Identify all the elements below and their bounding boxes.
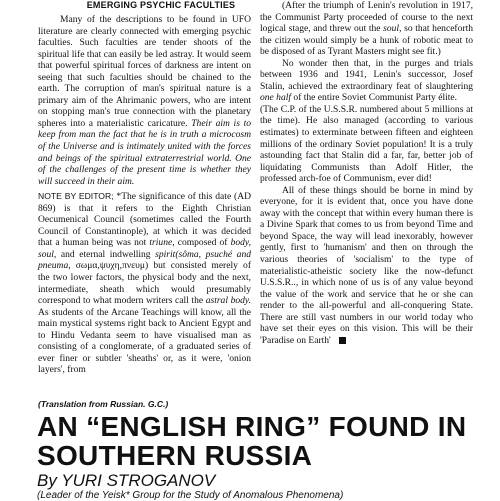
italic-text: one half [260,92,292,104]
paragraph-text: Many of the descriptions to be found in UFO literature are clearly connected with emerging psychic faculties. Such faculties are tender shoots of the spiritual life that can easily be led astray. It would seem that powerful spiritual forces of darkness are intent on seeing that such faculties should be chained to the earth. The corruption of man's spiritual nature is a primary aim of the Ahrimanic powers, who are intent on stopping man's true connection with the planetary spheres into a materialistic caricature. [38,14,251,129]
author-affiliation: (Leader of the Yeisk* Group for the Study of Anomalous Phenomena) [37,490,344,501]
body-paragraph [260,0,473,58]
article-title [37,412,477,470]
body-paragraph [260,58,473,104]
translation-note: (Translation from Russian. G.C.) [38,399,169,409]
left-column [38,14,251,376]
title-line: SOUTHERN RUSSIA [37,440,313,471]
note-italic: body, soul, [38,237,251,260]
paragraph-text: of the entire Soviet Communist Party élite. [293,92,458,104]
editor-note [38,191,251,376]
greek-text: σωμα,ψυχη,πνευμ [75,260,146,272]
note-text: and eternal indwelling [60,248,151,260]
note-text: ) but consisted merely of the two lower factors, the physical body and the next, intermediate, sheath which would presumably correspond to what modern writers call the [38,260,251,307]
italic-text: soul, [383,23,402,35]
note-label: NOTE BY EDITOR; [38,191,114,202]
note-text: As students of the Arcane Teachings will know, all the main mystical systems right back to Ancient Egypt and to Hindu Vedanta seem to have visualised man as consisting of a conglomerate, of a graduated series of ever finer or subtler 'sheaths' or, as it were, 'onion layers', from [38,306,251,376]
italic-text: Their aim is to keep from man the fact that he is in truth a microcosm of the Universe and is intimately united with the forces and beings of the spiritual extraterrestrial world. One of the challenges of the present time is whether they will succeed in their aim. [38,117,252,187]
paragraph-text: No wonder then that, in the purges and trials between 1936 and 1941, Lenin's successor, Josef Stalin, achieved the extraordinary feat of slaughtering [260,57,473,92]
end-of-article-square [339,337,346,344]
paragraph-text: so that henceforth the citizen would simply be a hunk of robotic meat to be disposed of as Tyrant Masters might see fit.) [260,23,473,58]
paragraph-text: (After the triumph of Lenin's revolution in 1917, the Communist Party proceeded of course to the next logical stage, and threw out the [260,0,473,35]
note-italic: astral body. [205,295,251,307]
body-paragraph [38,14,251,187]
section-heading: EMERGING PSYCHIC FACULTIES [86,0,236,10]
note-italic: triune [149,237,173,249]
body-paragraph [260,185,473,347]
note-text: , composed of [172,237,228,249]
author-byline: By YURI STROGANOV [37,471,216,490]
paragraph-text: All of these things should be borne in mind by everyone, for it is evident that, once you have done away with the concept that within every human there is a Divine Spark that comes to us from beyond Time and beyond Space, the way will lead inexorably, however gently, first to 'humanism' and then on through the various theories of 'socialism' to the type of materialistic-atheistic society like the now-defunct U.S.S.R.., in which none of us is of any value beyond the value of the work and service that he or she can render to the all-powerful and all-conquering State. There are still vast numbers in our world today who have set their eyes on this vision. This will be their 'Paradise on Earth' [260,184,473,346]
body-paragraph: (The C.P. of the U.S.S.R. numbered about 5 millions at the time). He also managed (according to various estimates) to exterminate between fifteen and eighteen millions of the ordinary Soviet population! It is a truly astounding fact that Stalin did a far, far, better job of liquidating Communists than Adolf Hitler, the professed arch-foe of Communism, ever did! [260,103,473,185]
note-text: *The significance of this date (AD 869) is that it refers to the Eighth Christian Oecumenical Council (sometimes called the Fourth Council of Constantinople), at which it was decided that a human being was not [38,191,251,249]
title-line: AN “ENGLISH RING” FOUND IN [37,411,467,442]
right-column [260,0,473,346]
note-italic: spirit(sôma, psuché and pneuma, [38,248,251,272]
